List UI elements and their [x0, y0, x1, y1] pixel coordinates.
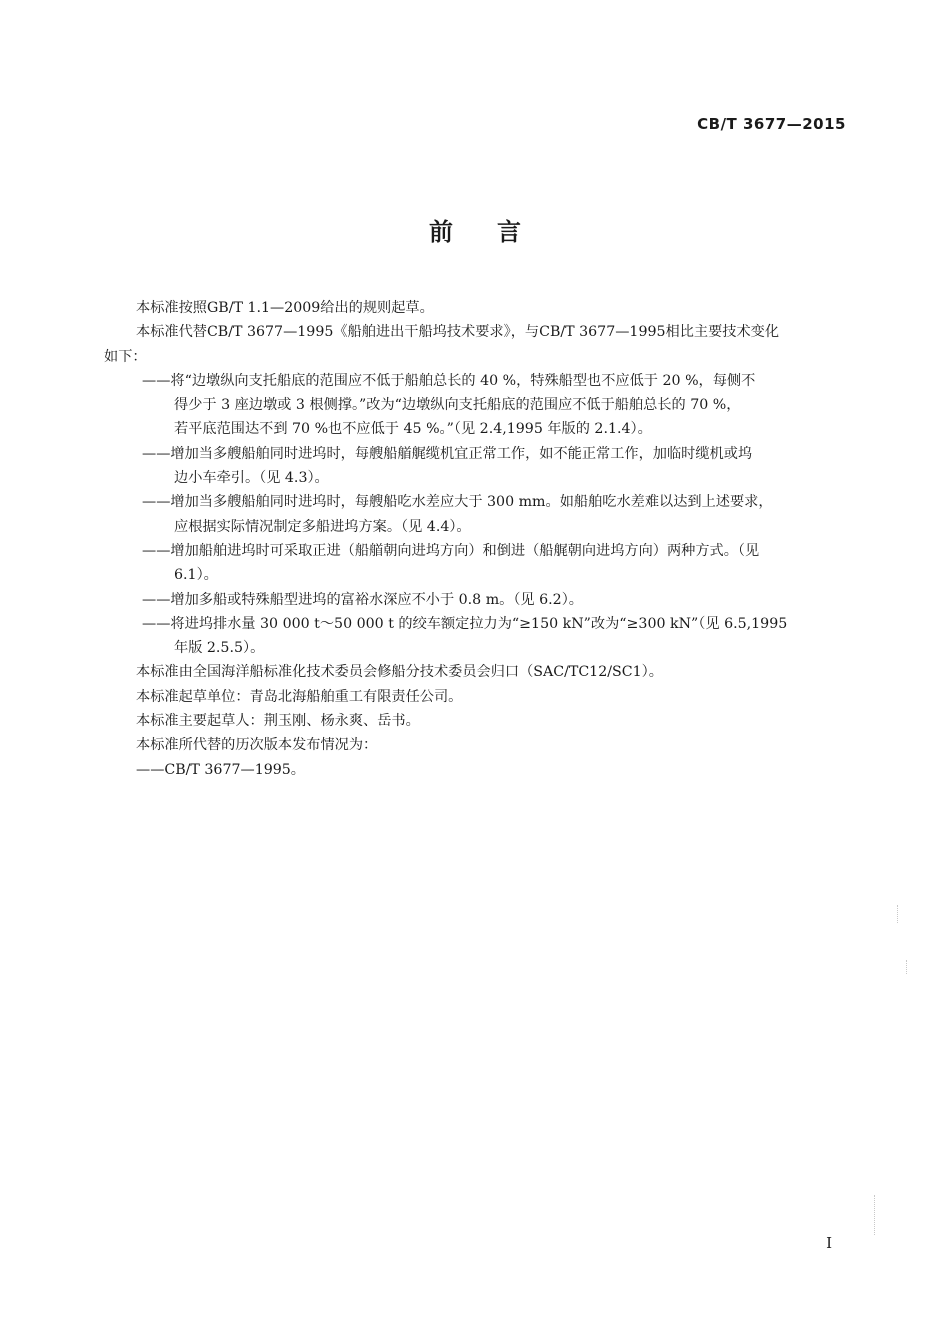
foreword-body — [104, 296, 848, 782]
change-line: ——增加船舶进坞时可采取正进（船艏朝向进坞方向）和倒进（船艉朝向进坞方向）两种方式。（见 — [142, 542, 760, 559]
page-title: 前言 — [429, 218, 565, 246]
change-line: 若平底范围达不到 70 %也不应低于 45 %。”（见 2.4,1995 年版的 2.1.4）。 — [174, 421, 652, 438]
scan-mark — [874, 1195, 875, 1235]
change-line: ——增加多船或特殊船型进坞的富裕水深应不小于 0.8 m。（见 6.2）。 — [142, 591, 583, 608]
change-line: ——增加当多艘船舶同时进坞时，每艘船吃水差应大于 300 mm。如船舶吃水差难以达到上述要求， — [142, 494, 773, 511]
change-item — [104, 490, 848, 539]
change-line: ——将“边墩纵向支托船底的范围应不低于船舶总长的 40 %，特殊船型也不应低于 20 %，每侧不 — [142, 372, 756, 389]
paragraph-history-item: ——CB/T 3677—1995。 — [136, 761, 305, 778]
paragraph-replacement — [104, 320, 848, 344]
paragraph-history: 本标准所代替的历次版本发布情况为： — [136, 737, 378, 754]
change-line: 边小车牵引。（见 4.3）。 — [174, 470, 329, 487]
change-item — [104, 612, 848, 661]
change-line: ——增加当多艘船舶同时进坞时，每艘船艏艉缆机宜正常工作，如不能正常工作，加临时缆机或坞 — [142, 445, 753, 462]
change-line: 6.1）。 — [174, 567, 218, 584]
change-item — [104, 442, 848, 491]
paragraph-drafter-unit: 本标准起草单位：青岛北海船舶重工有限责任公司。 — [136, 688, 463, 705]
change-line: ——将进坞排水量 30 000 t～50 000 t 的绞车额定拉力为“≥150 kN”改为“≥300 kN”（见 6.5,1995 — [142, 615, 788, 632]
paragraph-committee: 本标准由全国海洋船标准化技术委员会修船分技术委员会归口（SAC/TC12/SC1）。 — [136, 664, 663, 681]
paragraph-line: 本标准代替CB/T 3677—1995《船舶进出干船坞技术要求》，与CB/T 3677—1995相比主要技术变化 — [136, 324, 780, 341]
standard-code: CB/T 3677—2015 — [697, 115, 846, 133]
change-line: 应根据实际情况制定多船进坞方案。（见 4.4）。 — [174, 518, 471, 535]
scan-mark — [906, 960, 907, 974]
change-line: 年版 2.5.5）。 — [174, 640, 265, 657]
change-line: 得少于 3 座边墩或 3 根侧撑。”改为“边墩纵向支托船底的范围应不低于船舶总长的 70 %， — [174, 397, 741, 414]
paragraph-drafters: 本标准主要起草人：荆玉刚、杨永爽、岳书。 — [136, 713, 420, 730]
scan-mark — [897, 905, 898, 923]
paragraph-line: 如下： — [104, 348, 147, 365]
change-item — [104, 369, 848, 442]
paragraph-drafting-rules: 本标准按照GB/T 1.1—2009给出的规则起草。 — [136, 300, 434, 316]
change-item — [104, 588, 848, 612]
change-item — [104, 539, 848, 588]
page-number: I — [826, 1234, 832, 1252]
